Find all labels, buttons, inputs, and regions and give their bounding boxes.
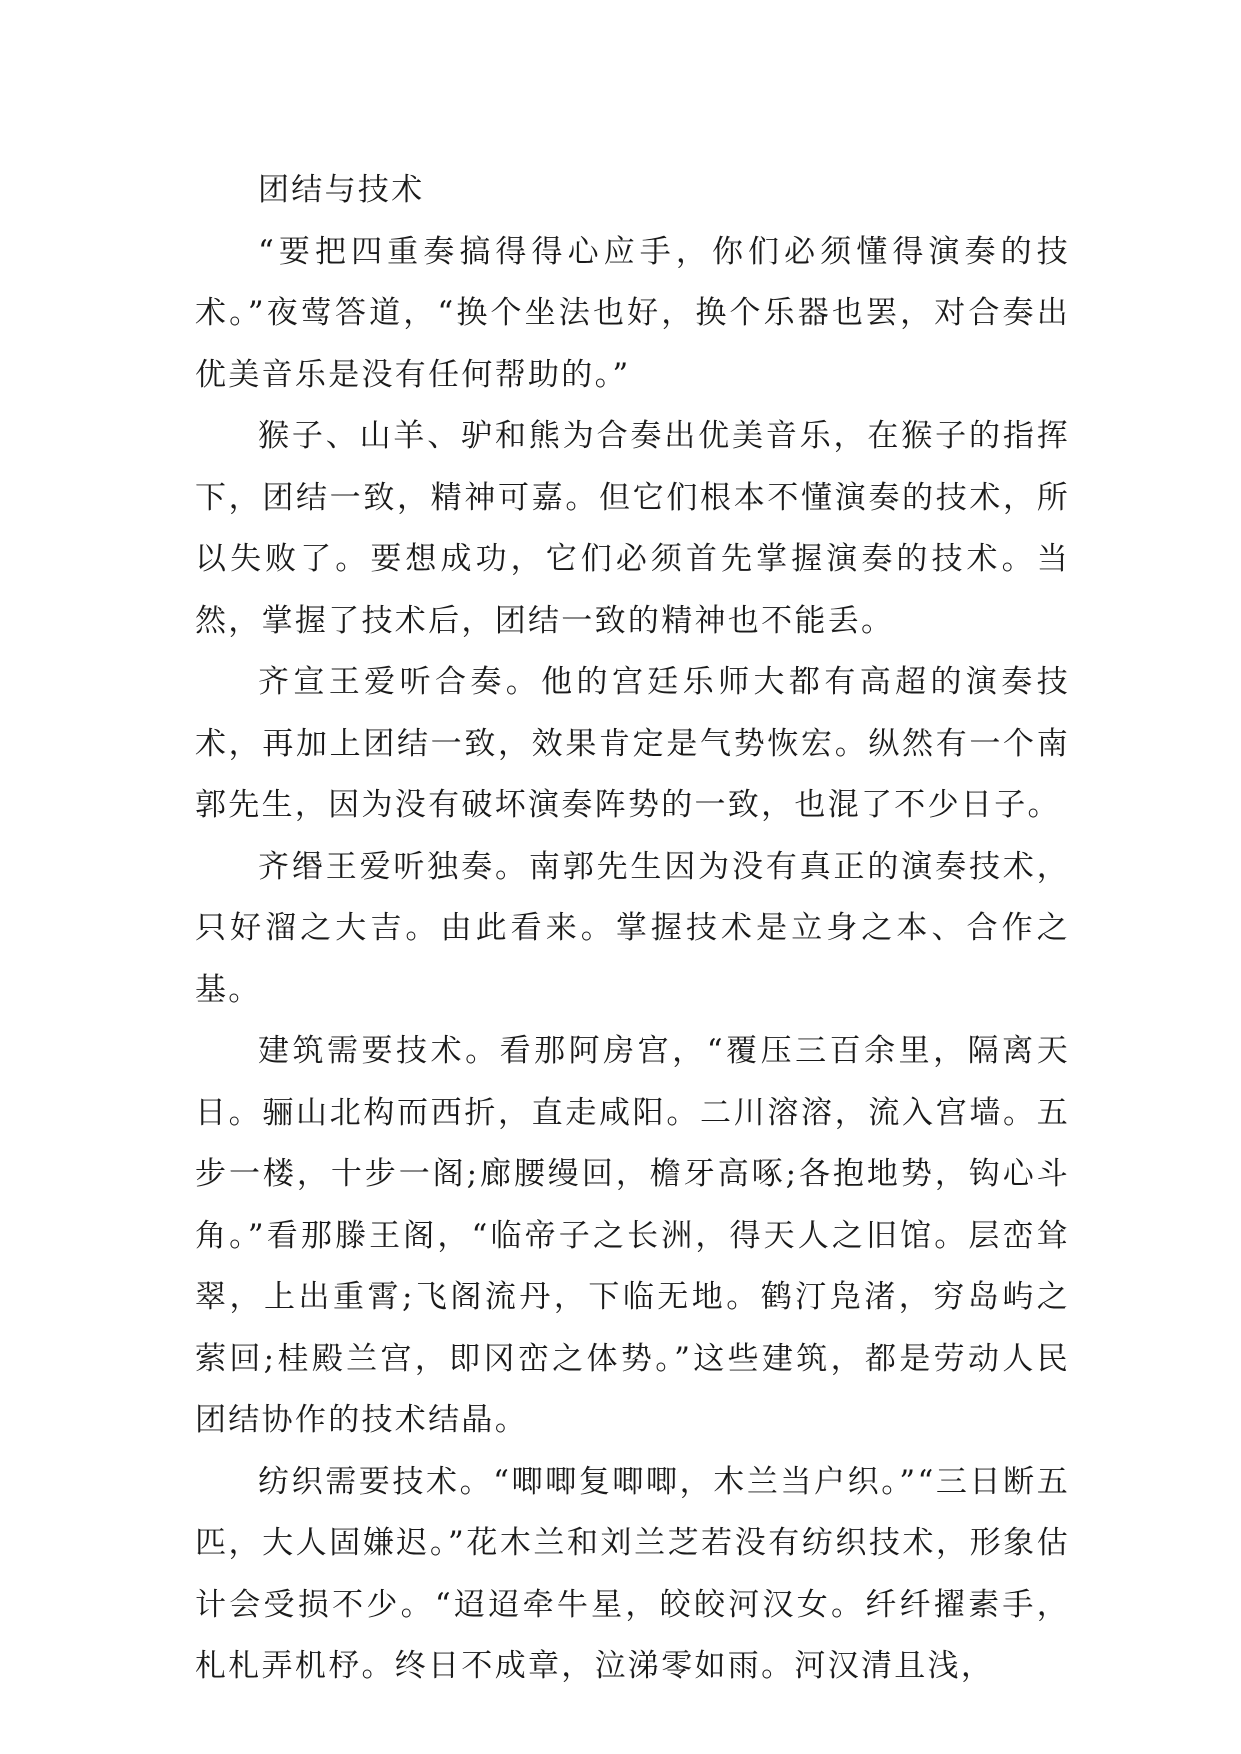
paragraph-nightingale: “要把四重奏搞得得心应手，你们必须懂得演奏的技术。”夜莺答道，“换个坐法也好，换个乐器也罢，对合奏出优美音乐是没有任何帮助的。” bbox=[195, 233, 1070, 393]
paragraph-qi-xuan: 齐宣王爱听合奏。他的宫廷乐师大都有高超的演奏技术，再加上团结一致，效果肯定是气势恢宏。纵然有一个南郭先生，因为没有破坏演奏阵势的一致，也混了不少日子。 bbox=[195, 664, 1070, 823]
document-body bbox=[195, 160, 1070, 1698]
paragraph-weaving: 纺织需要技术。“唧唧复唧唧，木兰当户织。”“三日断五匹，大人固嫌迟。”花木兰和刘兰芝若没有纺织技术，形象估计会受损不少。“迢迢牵牛星，皎皎河汉女。纤纤擢素手，札札弄机杼。终日不成章，泣涕零如雨。河汉清且浅， bbox=[195, 1463, 1070, 1684]
paragraph-quartet: 猴子、山羊、驴和熊为合奏出优美音乐，在猴子的指挥下，团结一致，精神可嘉。但它们根本不懂演奏的技术，所以失败了。要想成功，它们必须首先掌握演奏的技术。当然，掌握了技术后，团结一致的精神也不能丢。 bbox=[195, 418, 1070, 639]
document-title: 团结与技术 bbox=[258, 172, 425, 208]
paragraph-qi-min: 齐缗王爱听独奏。南郭先生因为没有真正的演奏技术，只好溜之大吉。由此看来。掌握技术是立身之本、合作之基。 bbox=[195, 848, 1070, 1008]
paragraph-architecture: 建筑需要技术。看那阿房宫，“覆压三百余里，隔离天日。骊山北构而西折，直走咸阳。二川溶溶，流入宫墙。五步一楼，十步一阁;廊腰缦回，檐牙高啄;各抱地势，钩心斗角。”看那滕王阁，“临帝子之长洲，得天人之旧馆。层峦耸翠，上出重霄;飞阁流丹，下临无地。鹤汀凫渚，穷岛屿之萦回;桂殿兰宫，即冈峦之体势。”这些建筑，都是劳动人民团结协作的技术结晶。 bbox=[195, 1033, 1070, 1438]
